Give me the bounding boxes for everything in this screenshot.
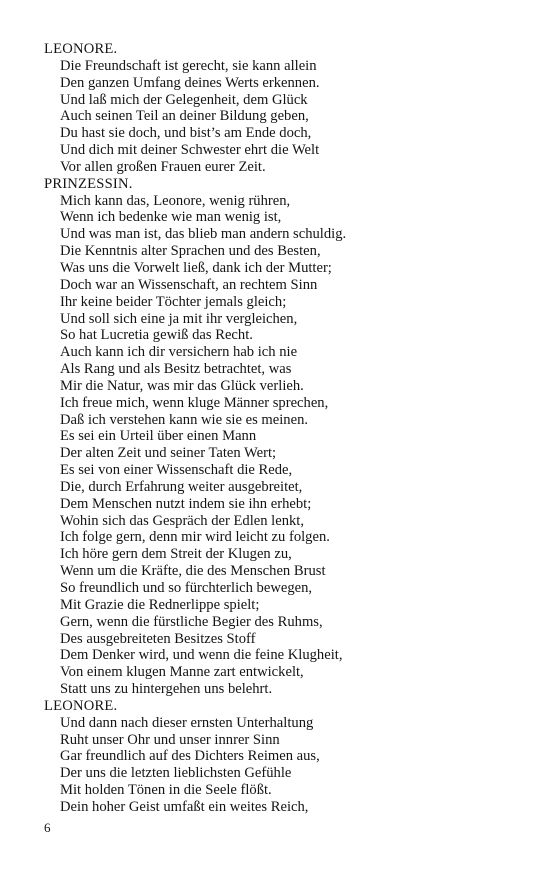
verse-line: Die Kenntnis alter Sprachen und des Besten,: [60, 243, 321, 260]
verse-line: Mir die Natur, was mir das Glück verlieh.: [60, 377, 304, 394]
verse-line: Ruht unser Ohr und unser innrer Sinn: [60, 731, 280, 748]
verse-line: Und laß mich der Gelegenheit, dem Glück: [60, 91, 308, 108]
verse-line: Ich freue mich, wenn kluge Männer sprechen,: [60, 394, 329, 411]
verse-line: Mit Grazie die Rednerlippe spielt;: [60, 596, 260, 613]
verse-line: Statt uns zu hintergehen uns belehrt.: [60, 681, 273, 698]
verse-line: Mich kann das, Leonore, wenig rühren,: [60, 192, 291, 209]
verse-line: Daß ich verstehen kann wie sie es meinen.: [60, 411, 309, 428]
verse-line: Ich höre gern dem Streit der Klugen zu,: [60, 546, 292, 563]
verse-line: Es sei ein Urteil über einen Mann: [60, 428, 257, 445]
verse-line: Die Freundschaft ist gerecht, sie kann allein: [60, 57, 317, 74]
speaker-name: LEONORE.: [44, 697, 118, 714]
verse-line: Wenn um die Kräfte, die des Menschen Brust: [60, 563, 326, 580]
verse-line: Der alten Zeit und seiner Taten Wert;: [60, 445, 277, 462]
verse-line: Wohin sich das Gespräch der Edlen lenkt,: [60, 512, 305, 529]
verse-line: Und was man ist, das blieb man andern schuldig.: [60, 226, 347, 243]
verse-line: Doch war an Wissenschaft, an rechtem Sinn: [60, 276, 318, 293]
verse-line: Es sei von einer Wissenschaft die Rede,: [60, 462, 293, 479]
verse-line: Die, durch Erfahrung weiter ausgebreitet,: [60, 478, 303, 495]
verse-line: Auch kann ich dir versichern hab ich nie: [60, 344, 298, 361]
verse-line: Ich folge gern, denn mir wird leicht zu folgen.: [60, 529, 330, 546]
speaker-name: PRINZESSIN.: [44, 175, 133, 192]
verse-line: Ihr keine beider Töchter jemals gleich;: [60, 293, 287, 310]
verse-line: Des ausgebreiteten Besitzes Stoff: [60, 630, 256, 647]
verse-line: Den ganzen Umfang deines Werts erkennen.: [60, 74, 320, 91]
verse-line: Was uns die Vorwelt ließ, dank ich der Mutter;: [60, 259, 332, 276]
verse-line: Wenn ich bedenke wie man wenig ist,: [60, 209, 282, 226]
verse-line: Du hast sie doch, und bist’s am Ende doch,: [60, 125, 312, 142]
verse-line: Auch seinen Teil an deiner Bildung geben,: [60, 108, 309, 125]
verse-line: So freundlich und so fürchterlich bewegen,: [60, 580, 313, 596]
verse-line: Als Rang und als Besitz betrachtet, was: [60, 361, 292, 378]
verse-line: Vor allen großen Frauen eurer Zeit.: [60, 158, 266, 175]
verse-line: Dein hoher Geist umfaßt ein weites Reich,: [60, 798, 309, 815]
verse-line: Und soll sich eine ja mit ihr vergleichen,: [60, 310, 298, 327]
verse-line: Dem Denker wird, und wenn die feine Klugheit,: [60, 647, 343, 664]
page-text: [44, 41, 524, 816]
verse-line: So hat Lucretia gewiß das Recht.: [60, 327, 253, 344]
verse-line: Dem Menschen nutzt indem sie ihn erhebt;: [60, 495, 312, 512]
verse-line: Gern, wenn die fürstliche Begier des Ruhms,: [60, 613, 323, 630]
page-number: 6: [44, 820, 51, 835]
verse-line: Und dich mit deiner Schwester ehrt die Welt: [60, 142, 320, 159]
verse-line: Mit holden Tönen in die Seele flößt.: [60, 782, 272, 799]
speaker-name: LEONORE.: [44, 41, 118, 57]
verse-line: Gar freundlich auf des Dichters Reimen aus,: [60, 748, 320, 765]
verse-line: Der uns die letzten lieblichsten Gefühle: [60, 765, 292, 782]
verse-line: Und dann nach dieser ernsten Unterhaltung: [60, 714, 314, 731]
verse-line: Von einem klugen Manne zart entwickelt,: [60, 664, 304, 681]
